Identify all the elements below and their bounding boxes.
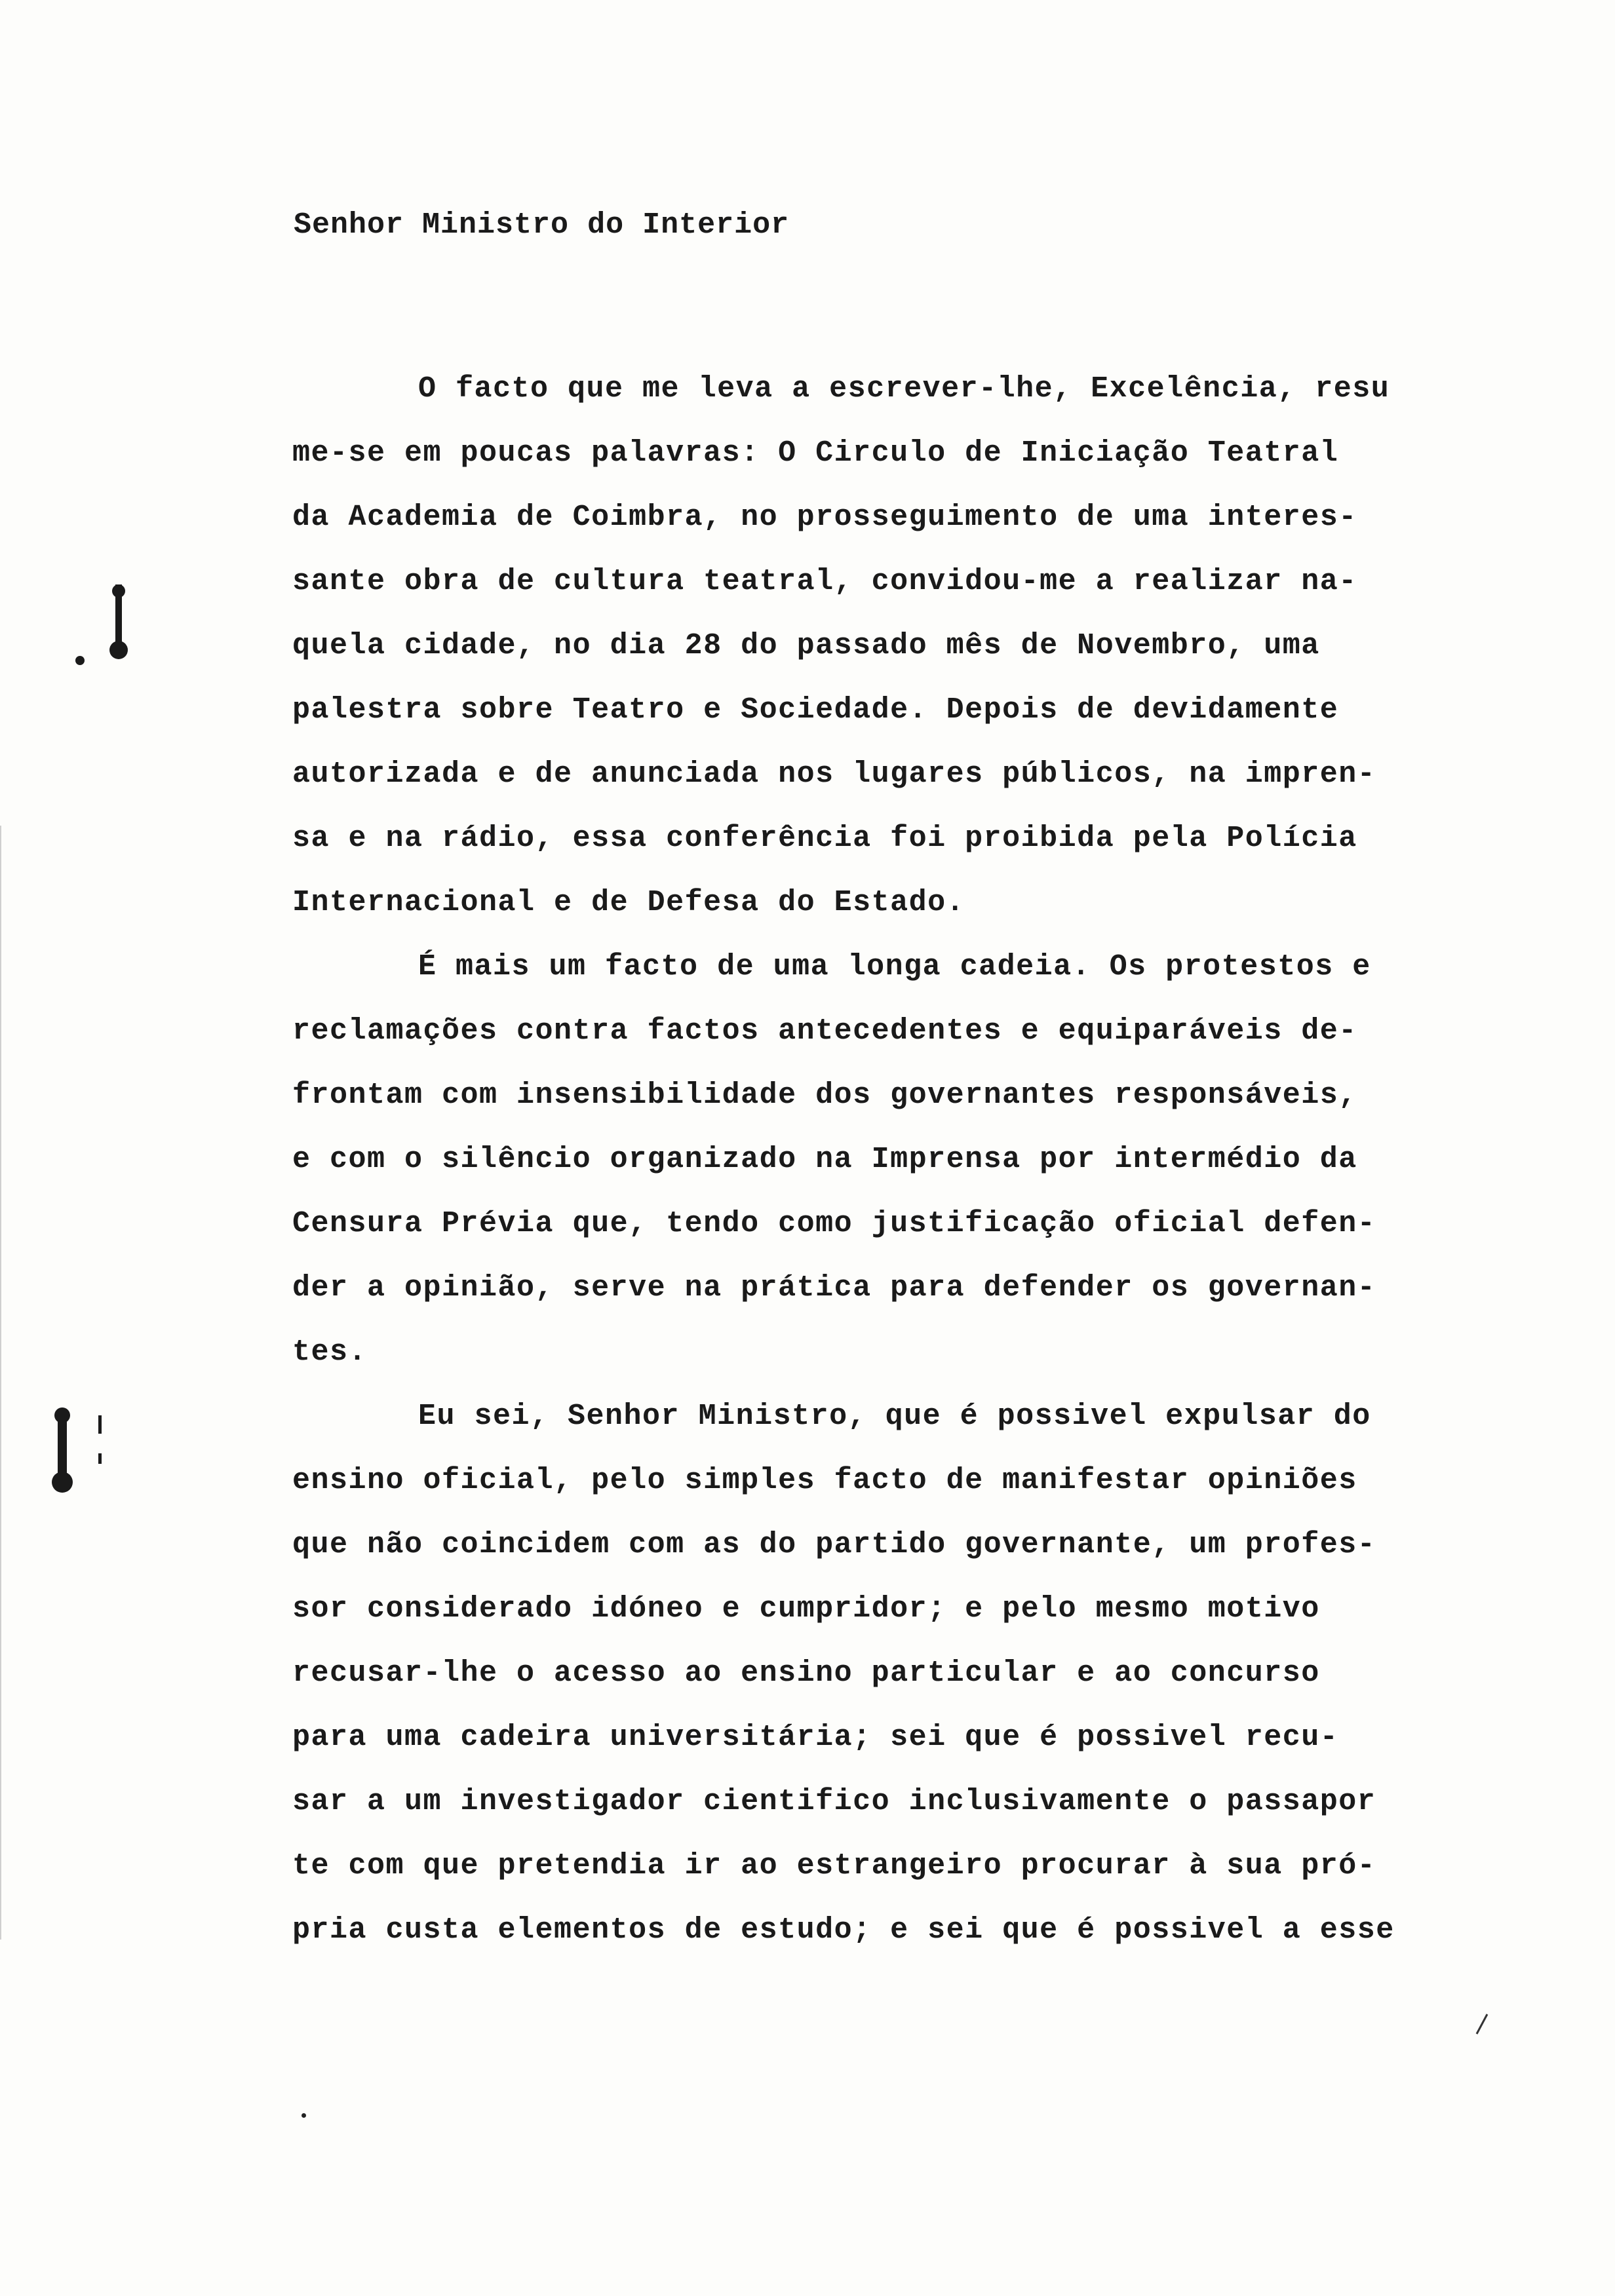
paragraph-1-line-7: autorizada e de anunciada nos lugares públicos, na impren- [292, 757, 1376, 791]
pen-tick-mark [1471, 2012, 1491, 2038]
paragraph-1-line-2: me-se em poucas palavras: O Circulo de Iniciação Teatral [292, 436, 1339, 470]
paragraph-3-line-2: ensino oficial, pelo simples facto de manifestar opiniões [292, 1464, 1357, 1497]
paragraph-2-line-3: frontam com insensibilidade dos governantes responsáveis, [292, 1079, 1357, 1112]
paragraph-3-line-8: te com que pretendia ir ao estrangeiro procurar à sua pró- [292, 1849, 1376, 1883]
paragraph-3-line-5: recusar-lhe o acesso ao ensino particular e ao concurso [292, 1656, 1320, 1690]
paragraph-2-line-5: Censura Prévia que, tendo como justificação oficial defen- [292, 1207, 1376, 1240]
paragraph-2-line-4: e com o silêncio organizado na Imprensa por intermédio da [292, 1143, 1357, 1176]
paragraph-1-line-3: da Academia de Coimbra, no prosseguimento de uma interes- [292, 501, 1357, 534]
binder-mark-upper [75, 584, 128, 665]
paragraph-3-line-4: sor considerado idóneo e cumpridor; e pelo mesmo motivo [292, 1592, 1320, 1626]
paragraph-1-line-4: sante obra de cultura teatral, convidou-me a realizar na- [292, 565, 1357, 598]
paragraph-3-line-1: Eu sei, Senhor Ministro, que é possivel expulsar do [418, 1400, 1371, 1433]
paragraph-2-line-1: É mais um facto de uma longa cadeia. Os protestos e [418, 950, 1371, 984]
paragraph-3-line-7: sar a um investigador cientifico inclusivamente o passapor [292, 1785, 1376, 1818]
paragraph-3-line-6: para uma cadeira universitária; sei que é possivel recu- [292, 1721, 1339, 1754]
salutation: Senhor Ministro do Interior [294, 208, 790, 242]
paragraph-3-line-9: pria custa elementos de estudo; e sei que é possivel a esse [292, 1913, 1395, 1947]
paragraph-1-line-9: Internacional e de Defesa do Estado. [292, 886, 965, 919]
paragraph-1-line-5: quela cidade, no dia 28 do passado mês de Novembro, uma [292, 629, 1320, 662]
binder-mark-lower [52, 1407, 102, 1493]
paragraph-1-line-6: palestra sobre Teatro e Sociedade. Depois de devidamente [292, 693, 1339, 727]
binder-marks [0, 0, 170, 1573]
paragraph-1-line-1: O facto que me leva a escrever-lhe, Excelência, resu [418, 372, 1390, 406]
paragraph-2-line-7: tes. [292, 1335, 368, 1369]
paragraph-2-line-2: reclamações contra factos antecedentes e equiparáveis de- [292, 1014, 1357, 1048]
paragraph-1-line-8: sa e na rádio, essa conferência foi proibida pela Polícia [292, 822, 1357, 855]
ink-dot [302, 2113, 306, 2118]
paragraph-2-line-6: der a opinião, serve na prática para defender os governan- [292, 1271, 1376, 1305]
paragraph-3-line-3: que não coincidem com as do partido governante, um profes- [292, 1528, 1376, 1561]
